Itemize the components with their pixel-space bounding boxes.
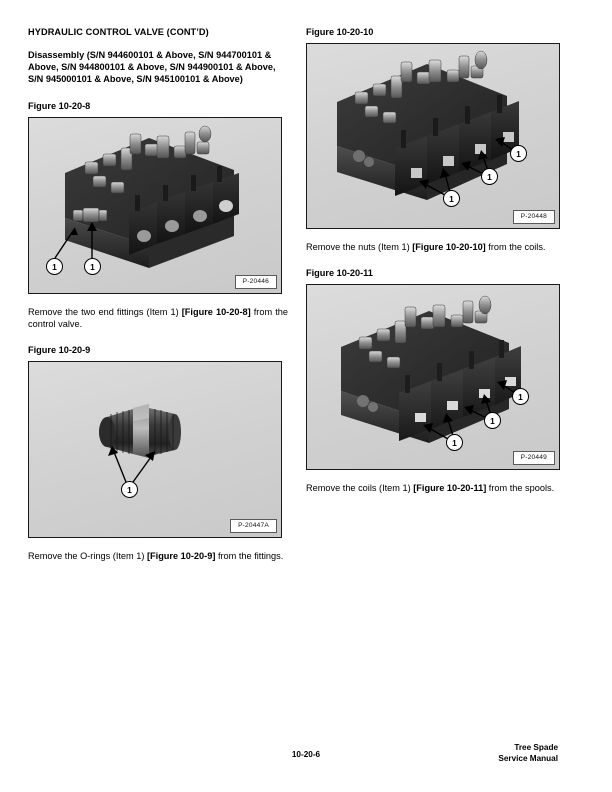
- caption-figure-10-20-10: [306, 241, 566, 254]
- figure-10-20-10: [306, 43, 560, 229]
- caption-text-post: from the control valve.: [28, 306, 288, 330]
- caption-text-post: from the fittings.: [215, 550, 284, 561]
- caption-figure-10-20-9: [28, 550, 288, 563]
- right-column: [306, 26, 566, 507]
- figure-label-10-20-10: Figure 10-20-10: [306, 27, 374, 37]
- callout-1-a: 1: [46, 258, 63, 275]
- caption-text-pre: Remove the O-rings (Item 1): [28, 550, 147, 561]
- caption-figure-ref: [Figure 10-20-9]: [146, 550, 216, 561]
- photo-id-p-20447a: P-20447A: [230, 519, 277, 533]
- callout-1-nut-a: 1: [443, 190, 460, 207]
- figure-10-20-11: [306, 284, 560, 470]
- page-title: HYDRAULIC CONTROL VALVE (CONT’D): [28, 27, 209, 37]
- caption-figure-ref: [Figure 10-20-11]: [413, 482, 487, 493]
- caption-text-post: from the coils.: [485, 242, 546, 252]
- caption-figure-10-20-11: [306, 482, 566, 495]
- callout-1-coil-a: 1: [446, 434, 463, 451]
- disassembly-subheading: Disassembly (S/N 944600101 & Above, S/N 944700101 & Above, S/N 944800101 & Above, S/N 944900101 & Above, S/N 945000101 & Above, S/N 945100101 & Above): [28, 50, 276, 85]
- figure-10-20-9: [28, 361, 282, 538]
- callout-leaders: [29, 362, 281, 537]
- callout-1-o-ring: 1: [121, 481, 138, 498]
- caption-text-pre: Remove the coils (Item 1): [306, 482, 414, 493]
- callout-1-coil-b: 1: [484, 412, 501, 429]
- callout-1-coil-c: 1: [512, 388, 529, 405]
- photo-id-p-20448: P-20448: [513, 210, 555, 224]
- figure-label-10-20-8: Figure 10-20-8: [28, 100, 91, 111]
- footer-manual-line-1: Tree Spade: [514, 743, 558, 752]
- callout-1-nut-b: 1: [481, 168, 498, 185]
- page-footer: [0, 743, 612, 778]
- caption-figure-ref: [Figure 10-20-8]: [181, 306, 251, 317]
- figure-label-10-20-9: Figure 10-20-9: [28, 344, 91, 355]
- callout-1-b: 1: [84, 258, 101, 275]
- footer-manual-line-2: Service Manual: [498, 754, 558, 763]
- photo-id-p-20446: P-20446: [235, 275, 277, 289]
- figure-10-20-8: [28, 117, 282, 294]
- caption-text-pre: Remove the two end fittings (Item 1): [28, 306, 182, 317]
- callout-1-nut-c: 1: [510, 145, 527, 162]
- photo-id-p-20449: P-20449: [513, 451, 555, 465]
- footer-manual-title: [498, 742, 558, 764]
- figure-label-10-20-11: Figure 10-20-11: [306, 267, 373, 278]
- caption-figure-ref: [Figure 10-20-10]: [412, 242, 486, 252]
- caption-text-post: from the spools.: [486, 482, 555, 493]
- caption-text-pre: Remove the nuts (Item 1): [306, 242, 413, 252]
- footer-page-number: 10-20-6: [291, 750, 321, 759]
- callout-leaders: [307, 285, 559, 469]
- callout-leaders: [307, 44, 559, 228]
- callout-leaders: [29, 118, 281, 293]
- left-column: [28, 26, 288, 575]
- caption-figure-10-20-8: [28, 306, 288, 331]
